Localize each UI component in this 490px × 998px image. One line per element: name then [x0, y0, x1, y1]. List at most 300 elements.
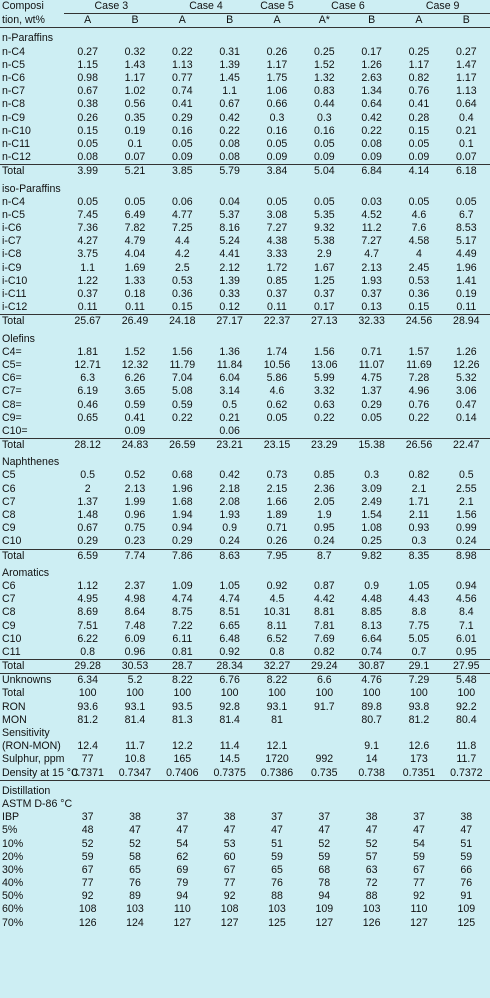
cell-value: 1.69 — [124, 261, 146, 274]
cell-value: 0.85 — [266, 274, 288, 287]
row-label: 40% — [2, 877, 24, 890]
cell-value — [301, 425, 348, 439]
header-col-label-line2: tion, wt% — [0, 14, 64, 28]
cell-value: 11.7 — [456, 753, 477, 766]
cell-value: 0.62 — [266, 398, 288, 411]
cell-value: 12.26 — [453, 358, 480, 371]
cell-value: 0.99 — [456, 522, 477, 535]
cell-value: 47 — [365, 824, 378, 837]
cell-value: 1.26 — [456, 345, 477, 358]
table-row — [0, 248, 490, 261]
cell-value: 8.85 — [361, 606, 382, 619]
cell-value: 6.22 — [77, 632, 98, 645]
cell-value: 4.77 — [172, 208, 193, 221]
cell-value: 0.17 — [361, 45, 382, 58]
table-row — [0, 633, 490, 646]
cell-value: 0.11 — [456, 301, 477, 314]
section-header — [0, 178, 490, 195]
cell-value: 0.67 — [219, 98, 240, 111]
cell-value: 3.99 — [64, 165, 111, 179]
cell-value: 0.74 — [172, 85, 193, 98]
cell-value: 0.22 — [172, 45, 193, 58]
cell-value: 11.4 — [219, 740, 240, 753]
cell-value: 11.7 — [125, 740, 145, 753]
cell-value: 0.24 — [313, 535, 335, 548]
cell-value: 5.99 — [313, 372, 335, 385]
cell-value: 1.13 — [172, 58, 193, 71]
cell-value: 7.45 — [77, 208, 98, 221]
cell-value: 4.98 — [124, 593, 146, 606]
cell-value: 0.76 — [408, 398, 430, 411]
cell-value: 12.1 — [266, 740, 288, 753]
cell-value: 47 — [129, 824, 141, 837]
distillation-row — [0, 903, 490, 916]
cell-value: 2.1 — [411, 482, 427, 495]
row-label: n-C7 — [2, 85, 25, 98]
cell-value: 6.04 — [219, 372, 240, 385]
cell-value: 0.05 — [266, 411, 288, 424]
cell-value: 10.31 — [263, 606, 291, 619]
cell-value: 1.17 — [456, 72, 477, 85]
row-label: Total — [2, 687, 25, 700]
cell-value: 3.65 — [124, 385, 146, 398]
cell-value: 0.15 — [408, 124, 430, 137]
table-row — [0, 346, 490, 359]
cell-value: 11.8 — [456, 740, 477, 753]
cell-value: 14.5 — [219, 753, 240, 766]
cell-value: 0.07 — [456, 151, 477, 164]
cell-value: 109 — [315, 903, 334, 916]
row-label: 60% — [2, 903, 24, 916]
row-label: C8= — [2, 398, 22, 411]
cell-value: 54 — [413, 837, 425, 850]
cell-value — [348, 425, 395, 439]
cell-value: 0.09 — [313, 151, 335, 164]
cell-value: 0.76 — [408, 85, 430, 98]
row-label: C6 — [2, 579, 16, 592]
cell-value: 23.29 — [301, 439, 348, 453]
cell-value: 8.8 — [411, 606, 427, 619]
cell-value: 7.74 — [111, 549, 158, 563]
cell-value: 4.48 — [361, 593, 382, 606]
table-row — [0, 372, 490, 385]
table-row — [0, 262, 490, 275]
cell-value: 2.15 — [266, 482, 288, 495]
cell-value: 0.42 — [219, 469, 240, 482]
cell-value: 80.7 — [361, 713, 382, 726]
table-row — [0, 288, 490, 301]
cell-value: 103 — [126, 903, 144, 916]
header-subcol: B — [206, 14, 253, 28]
cell-value: 47 — [318, 824, 331, 837]
cell-value: 7.48 — [124, 619, 146, 632]
cell-value: 23.21 — [206, 439, 253, 453]
header-subcol: A — [159, 14, 206, 28]
total-row — [0, 439, 490, 453]
cell-value: 0.31 — [219, 45, 240, 58]
cell-value: 0.24 — [456, 535, 477, 548]
total-row — [0, 165, 490, 179]
cell-value: 8.4 — [458, 606, 474, 619]
total-row — [0, 660, 490, 674]
cell-value: 2.9 — [316, 248, 332, 261]
cell-value: 0.15 — [172, 301, 193, 314]
cell-value: 0.96 — [124, 509, 146, 522]
cell-value: 4.49 — [456, 248, 477, 261]
distillation-subtitle-row — [0, 798, 490, 811]
cell-value: 1.45 — [219, 72, 240, 85]
cell-value: 1.34 — [361, 85, 382, 98]
section-header — [0, 28, 490, 46]
cell-value: 0.42 — [219, 111, 240, 124]
cell-value: 100 — [457, 687, 476, 700]
cell-value: 77 — [413, 877, 425, 890]
header-subcol: A — [253, 14, 300, 28]
cell-value: 1.37 — [361, 385, 382, 398]
cell-value: 5.86 — [266, 372, 288, 385]
cell-value: 1.13 — [456, 85, 477, 98]
cell-value: 0.25 — [313, 45, 335, 58]
section-title: Naphthenes — [2, 456, 60, 469]
cell-value: 1.89 — [266, 509, 288, 522]
cell-value: 12.32 — [121, 358, 149, 371]
cell-value: 58 — [129, 850, 141, 863]
cell-value: 2.13 — [361, 261, 382, 274]
cell-value: 0.75 — [124, 522, 146, 535]
cell-value: 32.27 — [253, 660, 300, 674]
row-label: C8 — [2, 509, 16, 522]
cell-value: 9.82 — [348, 549, 395, 563]
cell-value: 0.41 — [172, 98, 193, 111]
cell-value: 0.08 — [361, 137, 382, 150]
row-label: C7 — [2, 593, 16, 606]
cell-value: 0.5 — [458, 469, 474, 482]
cell-value: 8.35 — [395, 549, 442, 563]
cell-value: 2.05 — [313, 495, 335, 508]
cell-value: 93.5 — [172, 700, 193, 713]
cell-value: 4.27 — [77, 235, 98, 248]
cell-value: 0.5 — [80, 469, 96, 482]
cell-value: 127 — [173, 916, 192, 929]
cell-value: 0.21 — [456, 124, 477, 137]
cell-value: 4.7 — [364, 248, 379, 261]
cell-value: 93.6 — [77, 700, 98, 713]
row-label: C11 — [2, 645, 21, 658]
summary-row — [0, 674, 490, 688]
table-row — [0, 46, 490, 59]
cell-value: 7.6 — [411, 222, 427, 235]
cell-value: 5.32 — [456, 372, 477, 385]
table-row — [0, 522, 490, 535]
cell-value: 0.3 — [316, 111, 332, 124]
row-label: Total — [0, 165, 64, 179]
cell-value: 0.11 — [267, 301, 287, 314]
cell-value: 11.69 — [406, 358, 432, 371]
cell-value: 8.22 — [253, 674, 300, 688]
distillation-title-row — [0, 780, 490, 798]
cell-value: 0.32 — [124, 45, 146, 58]
cell-value: 0.05 — [408, 137, 430, 150]
header-subcol: B — [111, 14, 158, 28]
cell-value: 8.98 — [443, 549, 490, 563]
cell-value: 1.66 — [266, 495, 288, 508]
cell-value: 0.59 — [124, 398, 146, 411]
cell-value: 10.8 — [124, 753, 146, 766]
table-row — [0, 593, 490, 606]
cell-value: 3.14 — [219, 385, 240, 398]
cell-value: 2.55 — [456, 482, 477, 495]
header-row-2 — [0, 14, 490, 28]
cell-value: 0.26 — [266, 45, 288, 58]
row-label: Sensitivity — [2, 727, 50, 740]
cell-value: 1.37 — [77, 495, 98, 508]
cell-value: 0.52 — [124, 469, 146, 482]
cell-value: 1.56 — [456, 509, 477, 522]
cell-value: 52 — [365, 837, 378, 850]
cell-value: 0.12 — [219, 301, 240, 314]
cell-value: 47 — [223, 824, 236, 837]
table-row — [0, 425, 490, 439]
cell-value: 127 — [220, 916, 239, 929]
cell-value: 0.44 — [313, 98, 335, 111]
row-label: C8 — [2, 606, 16, 619]
cell-value: 79 — [176, 877, 189, 890]
cell-value: 0.22 — [219, 124, 240, 137]
cell-value: 0.87 — [313, 579, 335, 592]
summary-row — [0, 701, 490, 714]
cell-value: 4.52 — [361, 208, 382, 221]
cell-value: 27.13 — [301, 315, 348, 329]
cell-value: 0.29 — [172, 535, 193, 548]
distillation-row — [0, 917, 490, 930]
cell-value: 110 — [173, 903, 191, 916]
cell-value: 92 — [413, 890, 425, 903]
table-row — [0, 196, 490, 209]
cell-value: 0.94 — [456, 579, 477, 592]
cell-value: 92.8 — [219, 700, 240, 713]
cell-value: 0.82 — [408, 72, 430, 85]
cell-value: 80.4 — [456, 713, 477, 726]
cell-value: 5.35 — [313, 208, 335, 221]
cell-value: 1.12 — [77, 579, 98, 592]
cell-value: 0.93 — [408, 522, 430, 535]
cell-value: 6.76 — [206, 674, 253, 688]
header-col-label-line1: Composi — [2, 0, 44, 13]
cell-value: 4.04 — [124, 248, 146, 261]
cell-value: 0.1 — [458, 137, 474, 150]
cell-value: 100 — [173, 687, 192, 700]
cell-value: 127 — [410, 916, 428, 929]
cell-value: 4.6 — [411, 208, 427, 221]
cell-value: 1.67 — [313, 261, 335, 274]
row-label: C5= — [2, 358, 22, 371]
cell-value: 0.82 — [408, 469, 430, 482]
cell-value: 7.82 — [124, 222, 146, 235]
table-row — [0, 151, 490, 165]
cell-value: 5.79 — [206, 165, 253, 179]
cell-value: 12.71 — [74, 358, 101, 371]
cell-value: 126 — [362, 916, 381, 929]
cell-value: 24.18 — [159, 315, 206, 329]
cell-value: 51 — [271, 837, 283, 850]
cell-value: 47 — [460, 824, 473, 837]
summary-row — [0, 740, 490, 753]
cell-value: 0.19 — [124, 124, 146, 137]
header-row-1 — [0, 0, 490, 14]
cell-value: 59 — [413, 850, 425, 863]
cell-value: 52 — [318, 837, 331, 850]
cell-value: 5.38 — [313, 235, 335, 248]
header-case: Case 4 — [159, 0, 254, 14]
cell-value: 12.4 — [77, 740, 98, 753]
cell-value: 6.84 — [348, 165, 395, 179]
row-label: n-C9 — [2, 111, 25, 124]
cell-value: 0.4 — [458, 111, 474, 124]
cell-value: 0.738 — [358, 766, 385, 779]
cell-value: 54 — [176, 837, 189, 850]
cell-value: 94 — [176, 890, 189, 903]
cell-value: 76 — [129, 877, 141, 890]
cell-value: 65 — [271, 863, 283, 876]
cell-value: 6.11 — [172, 632, 193, 645]
cell-value: 100 — [268, 687, 286, 700]
cell-value: 100 — [78, 687, 97, 700]
cell-value: 0.04 — [219, 195, 240, 208]
cell-value: 4.79 — [124, 235, 146, 248]
cell-value: 0.05 — [266, 137, 288, 150]
table-row — [0, 469, 490, 482]
row-label: n-C6 — [2, 72, 25, 85]
cell-value: 4.4 — [174, 235, 190, 248]
cell-value: 0.7372 — [450, 766, 483, 779]
cell-value: 89.8 — [361, 700, 382, 713]
cell-value: 992 — [315, 753, 334, 766]
cell-value: 1.74 — [266, 345, 288, 358]
table-row — [0, 509, 490, 522]
cell-value: 4.38 — [266, 235, 288, 248]
cell-value: 2.45 — [408, 261, 430, 274]
cell-value: 27.17 — [206, 315, 253, 329]
row-label: 5% — [2, 824, 18, 837]
cell-value: 0.64 — [361, 98, 382, 111]
cell-value: 0.66 — [266, 98, 288, 111]
cell-value: 4.5 — [269, 593, 285, 606]
table-row — [0, 98, 490, 111]
cell-value: 6.6 — [301, 674, 348, 688]
row-label: n-C5 — [2, 208, 25, 221]
cell-value: 0.7 — [411, 645, 427, 658]
cell-value: 93.8 — [408, 700, 430, 713]
cell-value: 0.9 — [364, 579, 379, 592]
table-row — [0, 385, 490, 398]
cell-value: 6.64 — [361, 632, 382, 645]
cell-value: 0.07 — [124, 151, 146, 164]
cell-value: 1.56 — [172, 345, 193, 358]
cell-value: 26.49 — [111, 315, 158, 329]
header-case: Case 3 — [64, 0, 159, 14]
cell-value: 25.67 — [64, 315, 111, 329]
cell-value: 100 — [410, 687, 428, 700]
cell-value: 38 — [365, 811, 378, 824]
cell-value: 59 — [81, 850, 94, 863]
cell-value: 27.95 — [443, 660, 490, 674]
row-label: i-C11 — [2, 288, 27, 301]
cell-value: 1.43 — [124, 58, 146, 71]
cell-value: 0.11 — [77, 301, 98, 314]
cell-value: 0.05 — [172, 137, 193, 150]
cell-value: 8.53 — [456, 222, 477, 235]
cell-value: 67 — [413, 863, 425, 876]
cell-value: 0.7386 — [260, 766, 294, 779]
cell-value: 32.33 — [348, 315, 395, 329]
cell-value: 0.09 — [124, 424, 146, 437]
cell-value: 2.63 — [361, 72, 382, 85]
cell-value: 15.38 — [348, 439, 395, 453]
cell-value: 0.05 — [77, 195, 98, 208]
cell-value — [111, 727, 158, 740]
cell-value: 81.2 — [77, 713, 98, 726]
cell-value: 72 — [365, 877, 378, 890]
cell-value: 125 — [268, 916, 286, 929]
row-label: n-C11 — [2, 137, 31, 150]
cell-value: 0.27 — [456, 45, 477, 58]
cell-value: 0.95 — [456, 645, 477, 658]
cell-value: 59 — [318, 850, 331, 863]
cell-value: 0.8 — [80, 645, 96, 658]
cell-value: 8.81 — [313, 606, 335, 619]
row-label: 70% — [2, 916, 24, 929]
cell-value: 0.74 — [361, 645, 382, 658]
cell-value: 29.24 — [301, 660, 348, 674]
cell-value — [301, 714, 348, 727]
cell-value: 0.29 — [77, 535, 98, 548]
cell-value: 1.56 — [313, 345, 335, 358]
cell-value: 1.33 — [124, 274, 146, 287]
cell-value: 23.15 — [253, 439, 300, 453]
distillation-row — [0, 851, 490, 864]
cell-value — [395, 425, 442, 439]
header-subcol: A — [64, 14, 111, 28]
cell-value: 52 — [129, 837, 141, 850]
row-label: C4= — [2, 345, 22, 358]
cell-value: 30.87 — [348, 660, 395, 674]
row-label: C10= — [2, 424, 28, 437]
cell-value: 4.41 — [219, 248, 240, 261]
cell-value: 28.7 — [159, 660, 206, 674]
cell-value: 7.29 — [395, 674, 442, 688]
table-row — [0, 606, 490, 619]
cell-value: 14 — [365, 753, 378, 766]
cell-value: 1.22 — [77, 274, 98, 287]
cell-value: 8.69 — [77, 606, 98, 619]
cell-value: 0.9 — [222, 522, 238, 535]
cell-value: 28.12 — [64, 439, 111, 453]
header-case: Case 5 — [253, 0, 300, 14]
table-row — [0, 412, 490, 425]
cell-value: 0.92 — [266, 579, 288, 592]
cell-value: 0.94 — [172, 522, 193, 535]
cell-value: 7.27 — [361, 235, 382, 248]
cell-value: 93.1 — [124, 700, 146, 713]
header-subcol: A* — [301, 14, 348, 28]
cell-value: 2.13 — [124, 482, 146, 495]
cell-value — [159, 727, 206, 740]
cell-value: 7.22 — [172, 619, 193, 632]
cell-value: 12.6 — [408, 740, 430, 753]
cell-value — [348, 727, 395, 740]
cell-value: 59 — [460, 850, 473, 863]
cell-value: 4.95 — [77, 593, 98, 606]
